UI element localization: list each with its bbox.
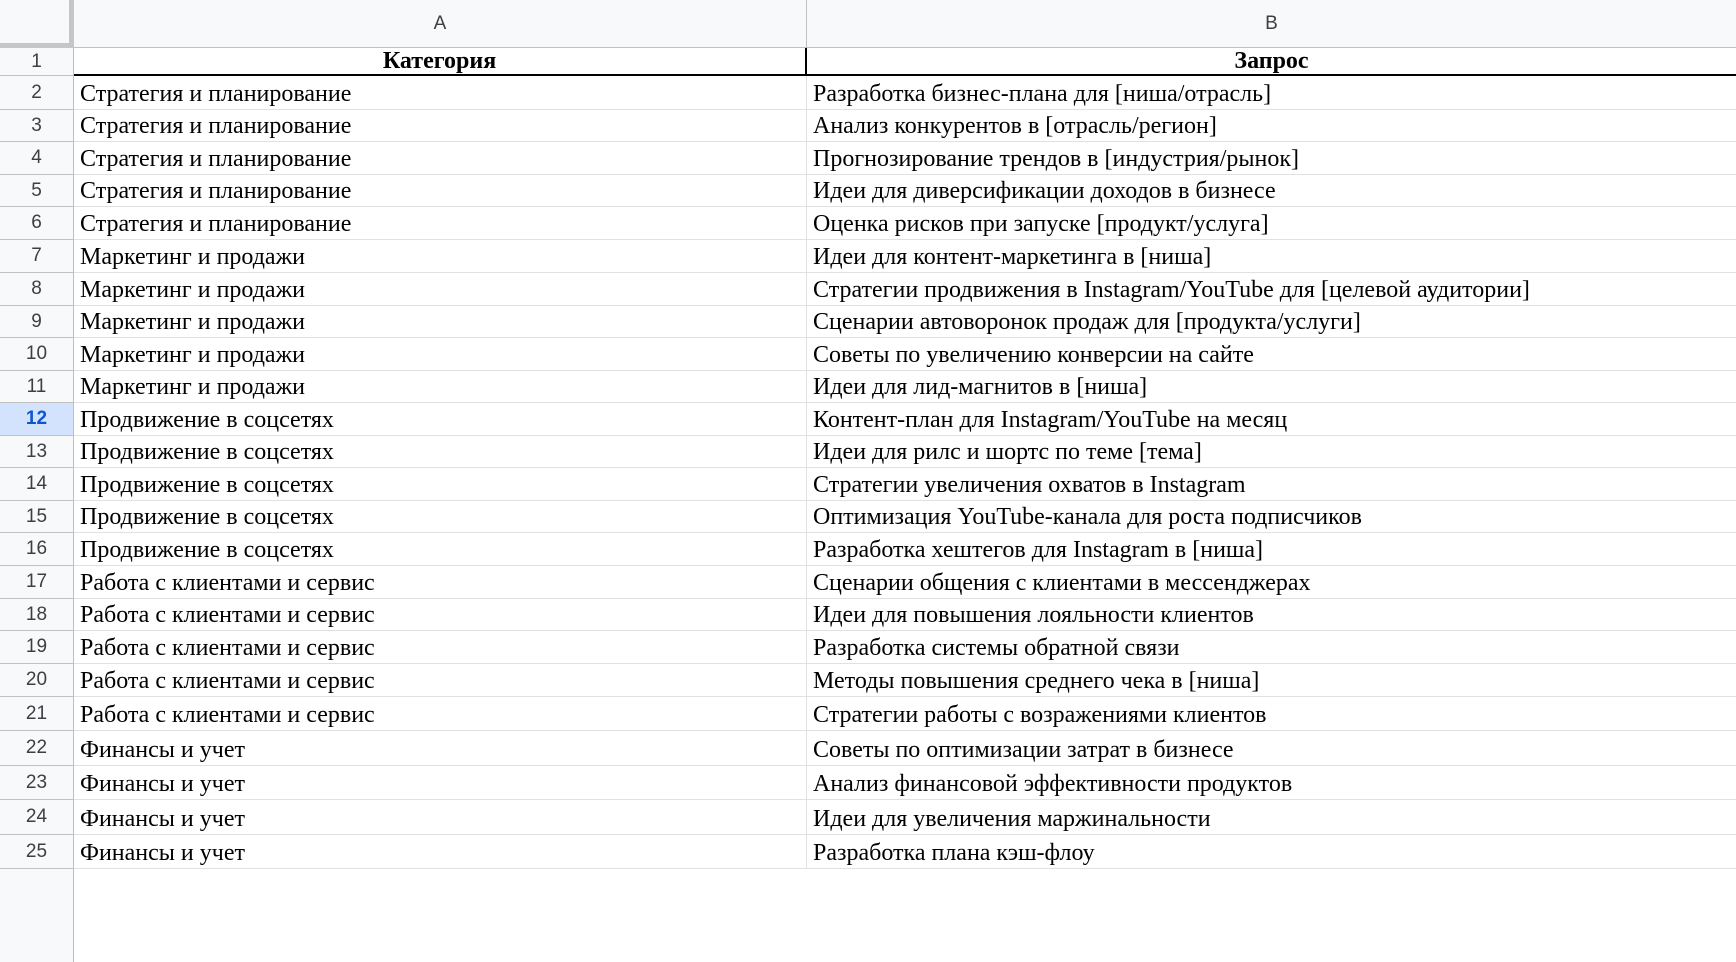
table-row [74, 436, 1736, 468]
header-cell-request[interactable]: Запрос [1234, 48, 1309, 74]
row-header[interactable]: 1 [0, 48, 73, 76]
table-row [74, 306, 1736, 338]
cell-category[interactable]: Работа с клиентами и сервис [74, 664, 807, 696]
table-row [74, 835, 1736, 869]
table-row [74, 76, 1736, 110]
cell-category[interactable]: Финансы и учет [74, 766, 807, 799]
cell-category[interactable]: Работа с клиентами и сервис [74, 631, 807, 663]
column-header-a[interactable]: A [74, 0, 807, 48]
cell-request[interactable]: Анализ конкурентов в [отрасль/регион] [813, 113, 1217, 139]
header-cell-category[interactable]: Категория [74, 48, 807, 74]
cell-category[interactable]: Продвижение в соцсетях [74, 501, 807, 532]
cell-request[interactable]: Анализ финансовой эффективности продуктов [813, 771, 1293, 797]
cell-request[interactable]: Советы по увеличению конверсии на сайте [813, 342, 1254, 368]
row-header[interactable]: 16 [0, 533, 73, 566]
table-row [74, 800, 1736, 835]
row-header[interactable]: 21 [0, 697, 73, 731]
row-header[interactable]: 10 [0, 338, 73, 371]
table-row [74, 273, 1736, 306]
row-header[interactable]: 5 [0, 175, 73, 207]
row-header[interactable]: 4 [0, 142, 73, 175]
cell-request[interactable]: Стратегии продвижения в Instagram/YouTube для [целевой аудитории] [813, 277, 1530, 303]
cell-category[interactable]: Финансы и учет [74, 731, 807, 765]
cell-request[interactable]: Разработка хештегов для Instagram в [ниша] [813, 537, 1264, 563]
row-header[interactable]: 2 [0, 76, 73, 110]
column-header-b[interactable]: B [1265, 13, 1278, 34]
table-header-row [74, 48, 1736, 76]
row-header[interactable]: 17 [0, 566, 73, 599]
cell-category[interactable]: Стратегия и планирование [74, 175, 807, 206]
table-row [74, 371, 1736, 403]
table-row [74, 533, 1736, 566]
cell-category[interactable]: Маркетинг и продажи [74, 306, 807, 337]
row-header[interactable]: 11 [0, 371, 73, 403]
row-header[interactable]: 8 [0, 273, 73, 306]
cell-category[interactable]: Работа с клиентами и сервис [74, 697, 807, 730]
cell-category[interactable]: Маркетинг и продажи [74, 273, 807, 305]
row-header[interactable]: 3 [0, 110, 73, 142]
row-header[interactable]: 12 [0, 403, 73, 436]
table-row [74, 338, 1736, 371]
cell-category[interactable]: Маркетинг и продажи [74, 371, 807, 402]
column-header-bar [0, 0, 1736, 48]
cell-request[interactable]: Стратегии увеличения охватов в Instagram [813, 472, 1246, 498]
cell-request[interactable]: Идеи для контент-маркетинга в [ниша] [813, 244, 1212, 270]
cell-request[interactable]: Идеи для рилс и шортс по теме [тема] [813, 439, 1202, 465]
table-row [74, 110, 1736, 142]
cell-category[interactable]: Маркетинг и продажи [74, 338, 807, 370]
cell-request[interactable]: Идеи для диверсификации доходов в бизнесе [813, 178, 1276, 204]
cell-category[interactable]: Продвижение в соцсетях [74, 468, 807, 500]
row-header[interactable]: 14 [0, 468, 73, 501]
cell-request[interactable]: Идеи для лид-магнитов в [ниша] [813, 374, 1148, 400]
table-row [74, 731, 1736, 766]
cell-request[interactable]: Идеи для повышения лояльности клиентов [813, 602, 1254, 628]
cell-category[interactable]: Стратегия и планирование [74, 142, 807, 174]
cell-category[interactable]: Финансы и учет [74, 800, 807, 834]
cell-category[interactable]: Финансы и учет [74, 835, 807, 868]
cell-request[interactable]: Разработка плана кэш-флоу [813, 840, 1095, 866]
table-row [74, 175, 1736, 207]
cell-request[interactable]: Советы по оптимизации затрат в бизнесе [813, 737, 1234, 763]
cell-request[interactable]: Разработка бизнес-плана для [ниша/отрасль] [813, 81, 1272, 107]
row-header[interactable]: 25 [0, 835, 73, 869]
cell-request[interactable]: Контент-план для Instagram/YouTube на месяц [813, 407, 1288, 433]
row-header[interactable]: 18 [0, 599, 73, 631]
table-row [74, 468, 1736, 501]
row-header[interactable]: 6 [0, 207, 73, 240]
table-row [74, 664, 1736, 697]
row-header[interactable]: 13 [0, 436, 73, 468]
row-header[interactable]: 9 [0, 306, 73, 338]
cell-category[interactable]: Стратегия и планирование [74, 76, 807, 109]
cell-request[interactable]: Разработка системы обратной связи [813, 635, 1180, 661]
cell-request[interactable]: Методы повышения среднего чека в [ниша] [813, 668, 1260, 694]
row-header[interactable]: 23 [0, 766, 73, 800]
cell-category[interactable]: Продвижение в соцсетях [74, 533, 807, 565]
cell-request[interactable]: Оценка рисков при запуске [продукт/услуга] [813, 211, 1269, 237]
cell-category[interactable]: Стратегия и планирование [74, 207, 807, 239]
select-all-corner[interactable] [0, 0, 74, 48]
row-header[interactable]: 15 [0, 501, 73, 533]
cell-category[interactable]: Стратегия и планирование [74, 110, 807, 141]
row-header[interactable]: 20 [0, 664, 73, 697]
cell-request[interactable]: Оптимизация YouTube-канала для роста подписчиков [813, 504, 1362, 530]
cell-category[interactable]: Работа с клиентами и сервис [74, 566, 807, 598]
table-row [74, 240, 1736, 273]
table-row [74, 207, 1736, 240]
table-row [74, 631, 1736, 664]
cell-category[interactable]: Маркетинг и продажи [74, 240, 807, 272]
table-row [74, 766, 1736, 800]
cell-request[interactable]: Прогнозирование трендов в [индустрия/рынок] [813, 146, 1299, 172]
cell-request[interactable]: Сценарии автоворонок продаж для [продукта/услуги] [813, 309, 1361, 335]
cell-category[interactable]: Продвижение в соцсетях [74, 403, 807, 435]
table-row [74, 697, 1736, 731]
cell-category[interactable]: Продвижение в соцсетях [74, 436, 807, 467]
cell-request[interactable]: Сценарии общения с клиентами в мессенджерах [813, 570, 1311, 596]
row-header[interactable]: 7 [0, 240, 73, 273]
table-row [74, 403, 1736, 436]
cell-grid [74, 48, 1736, 962]
cell-request[interactable]: Идеи для увеличения маржинальности [813, 806, 1211, 832]
row-header[interactable]: 24 [0, 800, 73, 835]
row-header[interactable]: 22 [0, 731, 73, 766]
row-header[interactable]: 19 [0, 631, 73, 664]
table-row [74, 566, 1736, 599]
cell-category[interactable]: Работа с клиентами и сервис [74, 599, 807, 630]
row-header-bar [0, 48, 74, 962]
table-row [74, 501, 1736, 533]
table-row [74, 599, 1736, 631]
table-row [74, 142, 1736, 175]
cell-request[interactable]: Стратегии работы с возражениями клиентов [813, 702, 1267, 728]
